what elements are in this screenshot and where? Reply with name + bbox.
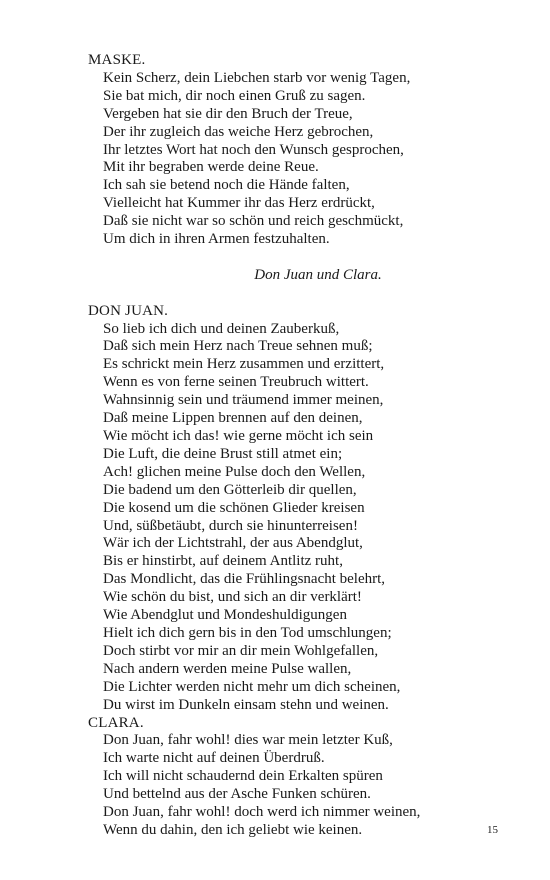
verse-line: So lieb ich dich und deinen Zauberkuß, — [103, 320, 340, 337]
speaker-maske: MASKE. — [88, 52, 146, 68]
verse-line: Ihr letztes Wort hat noch den Wunsch gesprochen, — [103, 141, 404, 158]
verse-line: Sie bat mich, dir noch einen Gruß zu sagen. — [103, 87, 366, 104]
verse-line: Der ihr zugleich das weiche Herz gebrochen, — [103, 123, 374, 140]
verse-line: Ich sah sie betend noch die Hände falten, — [103, 177, 350, 194]
verse-line: Hielt ich dich gern bis in den Tod umschlungen; — [103, 624, 392, 641]
verse-line: Die Luft, die deine Brust still atmet ein; — [103, 445, 343, 462]
speaker-don-juan: DON JUAN. — [88, 302, 169, 319]
verse-line: Du wirst im Dunkeln einsam stehn und weinen. — [103, 696, 389, 713]
speaker-clara: CLARA. — [88, 714, 144, 731]
verse-line: Wär ich der Lichtstrahl, der aus Abendglut, — [103, 535, 363, 552]
verse-block-clara — [88, 732, 508, 839]
verse-line: Ach! glichen meine Pulse doch den Wellen, — [103, 463, 366, 480]
verse-line: Wie schön du bist, und sich an dir verklärt! — [103, 589, 362, 606]
spacer — [88, 285, 508, 303]
verse-line: Doch stirbt vor mir an dir mein Wohlgefallen, — [103, 642, 379, 659]
verse-line: Mit ihr begraben werde deine Reue. — [103, 159, 319, 176]
verse-line: Und bettelnd aus der Asche Funken schüren. — [103, 786, 371, 803]
verse-line: Don Juan, fahr wohl! dies war mein letzter Kuß, — [103, 732, 393, 749]
verse-line: Daß meine Lippen brennen auf den deinen, — [103, 410, 363, 427]
verse-line: Die Lichter werden nicht mehr um dich scheinen, — [103, 678, 401, 695]
verse-line: Um dich in ihren Armen festzuhalten. — [103, 231, 330, 248]
verse-line: Bis er hinstirbt, auf deinem Antlitz ruht, — [103, 553, 343, 570]
verse-line: Wie möcht ich das! wie gerne möcht ich sein — [103, 428, 374, 444]
page-number: 15 — [487, 824, 498, 836]
verse-line: Nach andern werden meine Pulse wallen, — [103, 660, 352, 677]
verse-line: Ich will nicht schaudernd dein Erkalten spüren — [103, 768, 383, 785]
verse-line: Kein Scherz, dein Liebchen starb vor wenig Tagen, — [103, 69, 411, 86]
verse-line: Die kosend um die schönen Glieder kreisen — [103, 499, 365, 516]
verse-line: Daß sich mein Herz nach Treue sehnen muß; — [103, 338, 373, 355]
verse-line: Wahnsinnig sein und träumend immer meinen, — [103, 392, 384, 409]
verse-block-don-juan — [88, 321, 508, 715]
scene-heading: Don Juan und Clara. — [254, 266, 382, 283]
verse-line: Vielleicht hat Kummer ihr das Herz erdrückt, — [103, 195, 375, 212]
spacer — [88, 249, 508, 267]
verse-line: Ich warte nicht auf deinen Überdruß. — [103, 750, 325, 767]
verse-line: Es schrickt mein Herz zusammen und erzittert, — [103, 356, 385, 373]
verse-line: Wenn es von ferne seinen Treubruch wittert. — [103, 374, 369, 391]
verse-block-maske — [88, 70, 508, 249]
verse-line: Und, süßbetäubt, durch sie hinunterreisen! — [103, 517, 358, 534]
verse-line: Die badend um den Götterleib dir quellen, — [103, 481, 357, 498]
verse-line: Das Mondlicht, das die Frühlingsnacht belehrt, — [103, 571, 386, 588]
verse-line: Wenn du dahin, den ich geliebt wie keinen. — [103, 821, 363, 838]
poem-text — [88, 52, 508, 840]
verse-line: Wie Abendglut und Mondeshuldigungen — [103, 607, 347, 624]
verse-line: Vergeben hat sie dir den Bruch der Treue, — [103, 105, 353, 122]
verse-line: Don Juan, fahr wohl! doch werd ich nimmer weinen, — [103, 804, 421, 821]
verse-line: Daß sie nicht war so schön und reich geschmückt, — [103, 213, 404, 230]
